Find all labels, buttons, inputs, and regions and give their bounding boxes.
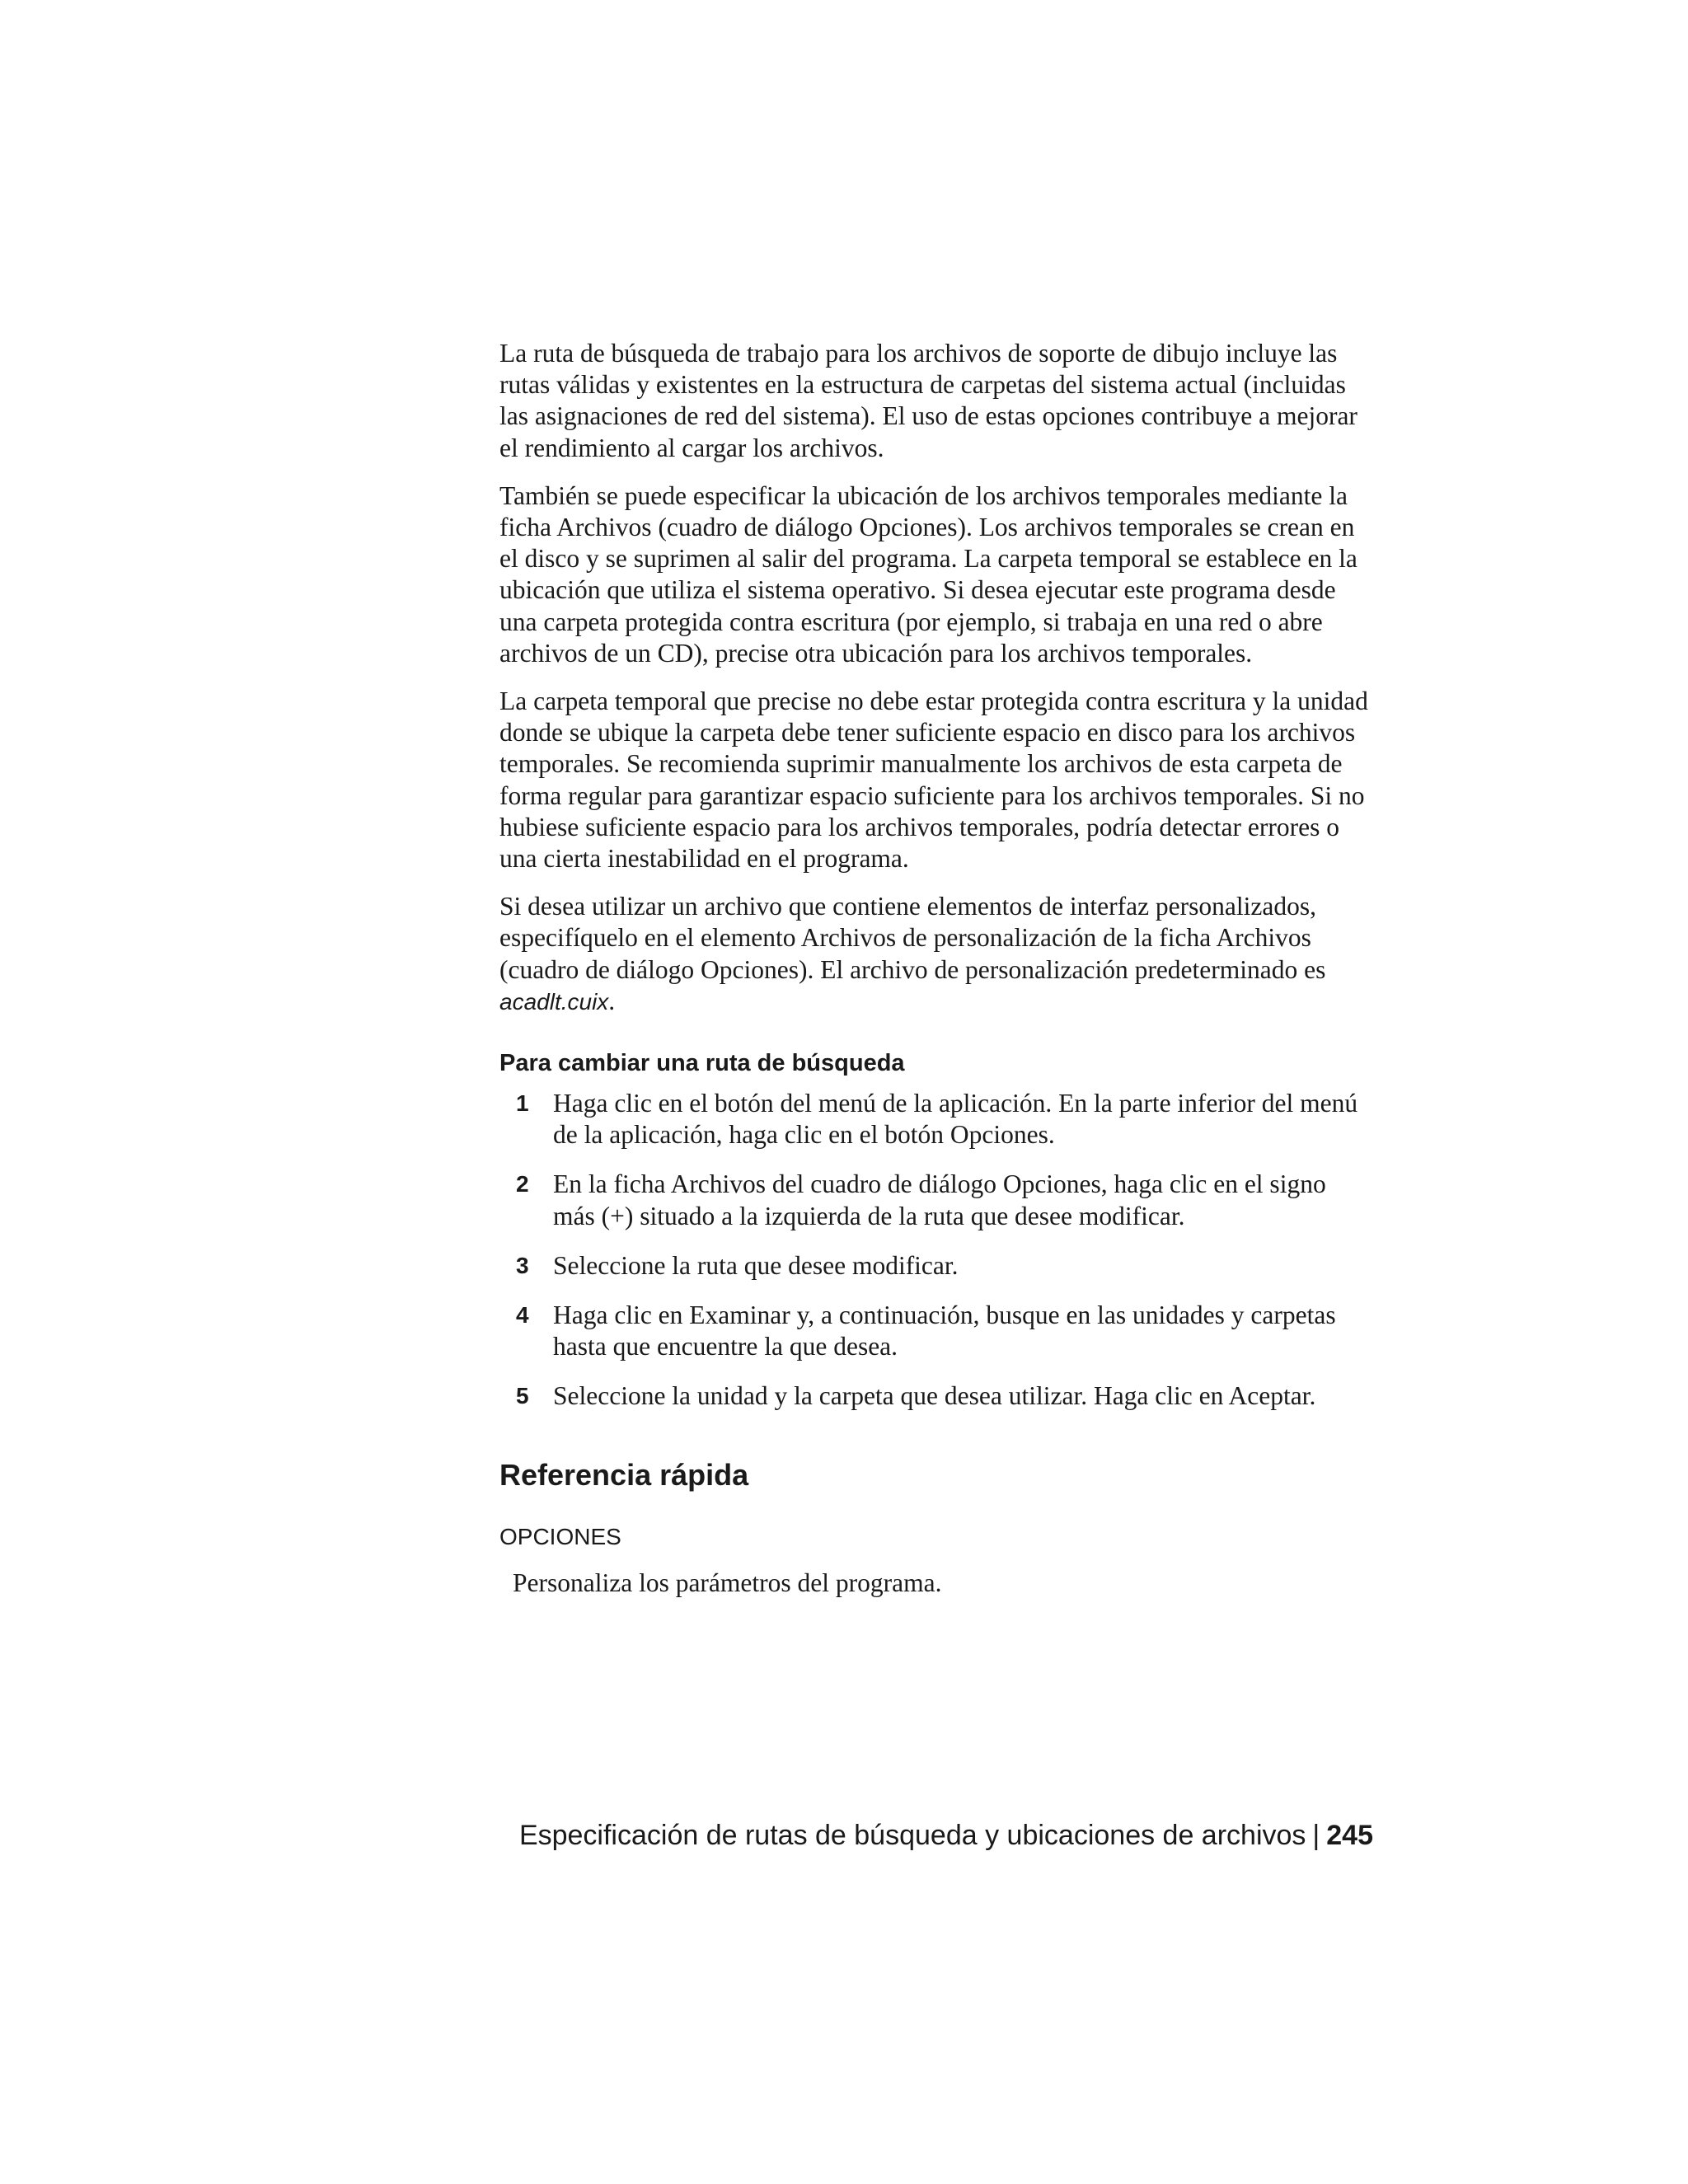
step-text: Seleccione la unidad y la carpeta que desea utilizar. Haga clic en Aceptar.	[553, 1381, 1316, 1411]
footer-separator: |	[1312, 1820, 1320, 1851]
paragraph-search-path: La ruta de búsqueda de trabajo para los archivos de soporte de dibujo incluye las rutas válidas y existentes en la estructura de carpetas del sistema actual (incluidas las asignaciones de red del sistema). El uso de estas opciones contribuye a mejorar el rendimiento al cargar los archivos.	[499, 339, 1357, 462]
paragraph-temporary-files: También se puede especificar la ubicación de los archivos temporales mediante la ficha Archivos (cuadro de diálogo Opciones). Los archivos temporales se crean en el disco y se suprimen al salir del programa. La carpeta temporal se establece en la ubicación que utiliza el sistema operativo. Si desea ejecutar este programa desde una carpeta protegida contra escritura (por ejemplo, si trabaja en una red o abre archivos de un CD), precise otra ubicación para los archivos temporales.	[499, 480, 1357, 668]
default-file-name: acadlt.cuix	[499, 988, 609, 1015]
procedure-step	[499, 1300, 1373, 1362]
procedure-step	[499, 1169, 1373, 1231]
footer-section-title: Especificación de rutas de búsqueda y ubicaciones de archivos	[518, 1820, 1306, 1851]
paragraph-customization-text: Si desea utilizar un archivo que contiene elementos de interfaz personalizados, especifíquelo en el elemento Archivos de personalización de la ficha Archivos (cuadro de diálogo Opciones). El archivo de personalización predeterminado es	[499, 892, 1326, 984]
main-text-column	[499, 338, 1373, 1599]
procedure-steps	[499, 1088, 1373, 1413]
step-text: Haga clic en Examinar y, a continuación, busque en las unidades y carpetas hasta que encuentre la que desea.	[553, 1301, 1336, 1361]
procedure-heading: Para cambiar una ruta de búsqueda	[499, 1050, 905, 1077]
paragraph-customization-file	[499, 891, 1373, 1018]
step-text: En la ficha Archivos del cuadro de diálogo Opciones, haga clic en el signo más (+) situado a la izquierda de la ruta que desee modificar.	[553, 1169, 1326, 1230]
command-name: OPCIONES	[499, 1523, 621, 1549]
step-number: 3	[516, 1252, 529, 1278]
procedure-step	[499, 1088, 1373, 1151]
page-number: 245	[1326, 1820, 1373, 1851]
step-number: 4	[516, 1302, 529, 1329]
procedure-step	[499, 1380, 1373, 1412]
default-file-suffix: .	[608, 986, 616, 1015]
step-number: 2	[516, 1171, 529, 1197]
procedure-step	[499, 1250, 1373, 1282]
quick-reference-title: Referencia rápida	[499, 1457, 749, 1492]
step-text: Seleccione la ruta que desee modificar.	[553, 1250, 959, 1280]
command-description: Personaliza los parámetros del programa.	[513, 1568, 942, 1597]
step-number: 5	[516, 1383, 529, 1409]
page-footer	[519, 1818, 1373, 1853]
step-text: Haga clic en el botón del menú de la aplicación. En la parte inferior del menú de la aplicación, haga clic en el botón Opciones.	[553, 1089, 1358, 1150]
step-number: 1	[516, 1090, 529, 1117]
paragraph-temporary-folder: La carpeta temporal que precise no debe estar protegida contra escritura y la unidad donde se ubique la carpeta debe tener suficiente espacio en disco para los archivos temporales. Se recomienda suprimir manualmente los archivos de esta carpeta de forma regular para garantizar espacio suficiente para los archivos temporales. Si no hubiese suficiente espacio para los archivos temporales, podría detectar errores o una cierta inestabilidad en el programa.	[499, 687, 1368, 874]
